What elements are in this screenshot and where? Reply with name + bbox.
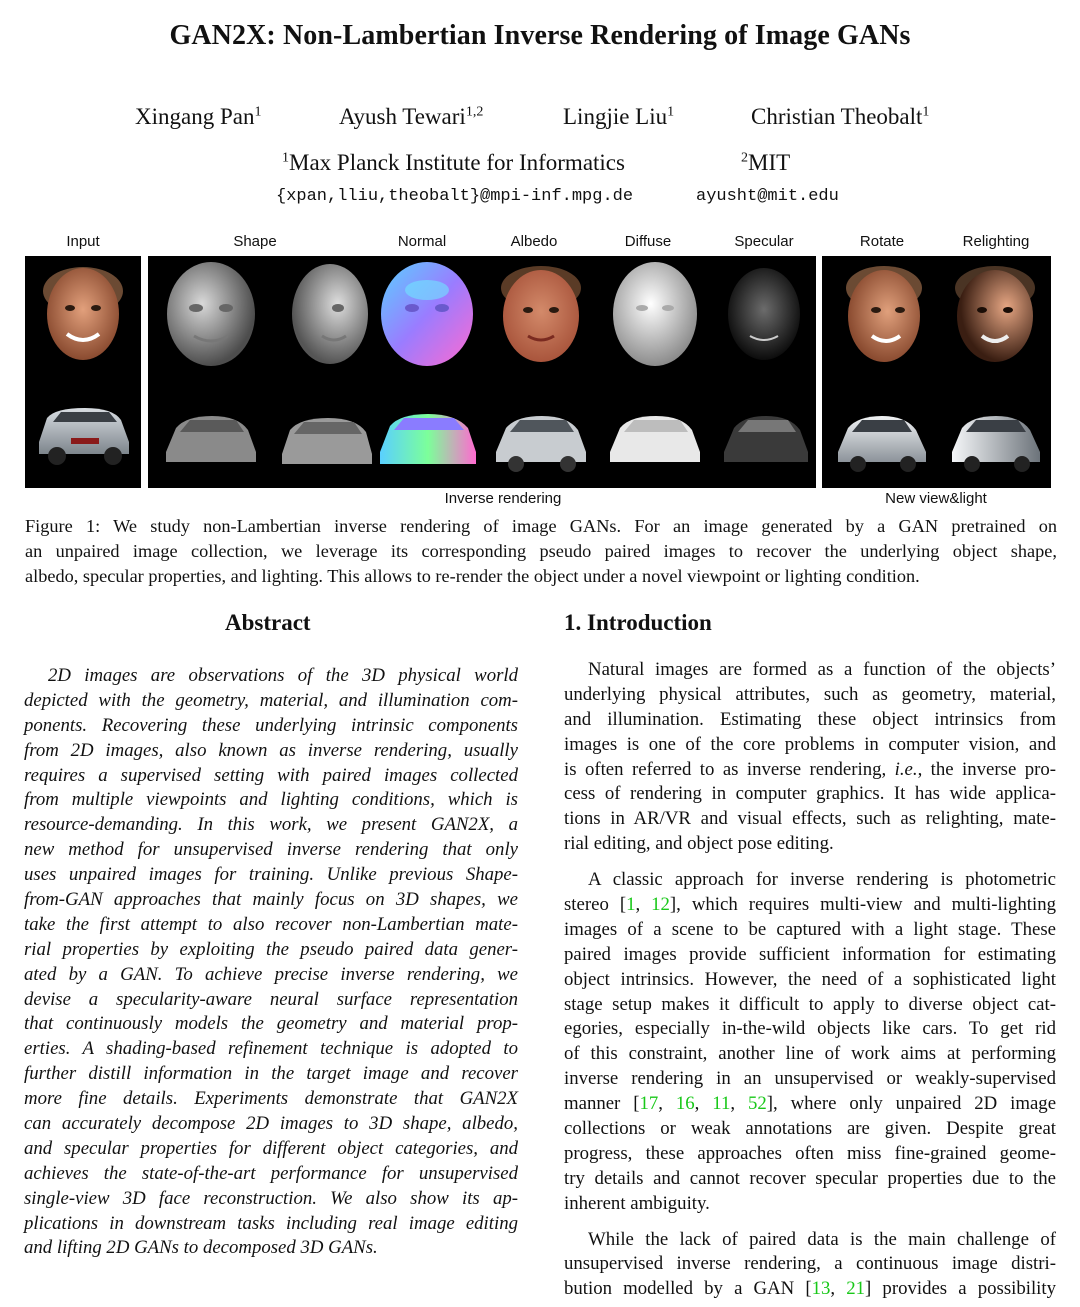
abstract-line: devise a specularity-aware neural surface representation <box>24 988 518 1010</box>
abstract-line: from-GAN approaches that mainly focus on 3D shapes, we <box>24 889 518 911</box>
column-label: Albedo <box>510 233 558 250</box>
abstract-line: plications in downstream tasks including real image editing <box>24 1212 518 1234</box>
affiliation: $^2$MIT <box>741 150 791 175</box>
intro-line: of this constraint, another line of work aims at performing <box>564 1043 1056 1065</box>
abstract-line: requires a supervised setting with paired images collected <box>24 764 518 786</box>
abstract-line: from 2D images, also known as inverse rendering, usually <box>24 739 518 761</box>
intro-line: bution modelled by a GAN [13, 21] provides a possibility <box>564 1278 1056 1300</box>
author: Xingang Pan$^1$ <box>135 104 262 129</box>
column-label: Relighting <box>962 233 1030 250</box>
intro-line: and illumination. Estimating these object intrinsics from <box>564 708 1056 730</box>
figure-panel-input <box>25 256 141 488</box>
affiliation: $^1$Max Planck Institute for Informatics <box>282 150 625 175</box>
abstract-line: can accurately decompose 2D images to 3D shape, albedo, <box>24 1113 518 1135</box>
abstract-heading: Abstract <box>225 610 311 635</box>
group-label-inverse-rendering: Inverse rendering <box>444 490 562 507</box>
intro-line: inherent ambiguity. <box>564 1192 710 1214</box>
intro-line: unsupervised inverse rendering, a continuous image distri- <box>564 1253 1056 1275</box>
column-label: Input <box>66 233 100 250</box>
car-relighting-image <box>940 374 1050 486</box>
face-diffuse-image <box>600 256 710 368</box>
introduction-body <box>564 658 1056 1302</box>
face-relighting-image <box>940 256 1050 368</box>
abstract-line: 2D images are observations of the 3D physical world <box>48 665 518 686</box>
intro-line: stereo [1, 12], which requires multi-view and multi-lighting <box>564 894 1056 916</box>
group-label-new-view-light: New view&light <box>885 490 987 507</box>
face-specular-image <box>714 256 814 368</box>
intro-line: rial editing, and object pose editing. <box>564 833 834 855</box>
abstract-line: more fine details. Experiments demonstrate that GAN2X <box>24 1088 518 1110</box>
caption-line: albedo, specular properties, and lighting. This allows to re-render the object under a novel viewpoint or lighting condition. <box>25 566 920 586</box>
abstract-line: ponents. Recovering these underlying intrinsic components <box>24 714 518 736</box>
caption-line: Figure 1: We study non-Lambertian inverse rendering of image GANs. For an image generated by a GAN pretrained on <box>25 516 1057 536</box>
intro-line: tions in AR/VR and visual effects, such as relighting, mate- <box>564 808 1056 830</box>
affiliations <box>0 150 1080 182</box>
car-shape-rotated-image <box>272 374 382 486</box>
car-specular-image <box>714 374 814 486</box>
figure-panel-inverse-rendering <box>148 256 816 488</box>
author-list <box>0 104 1080 136</box>
face-shape-rotated-image <box>272 256 382 368</box>
column-label: Rotate <box>859 233 905 250</box>
abstract-line: from multiple viewpoints and lighting conditions, which is <box>24 789 518 811</box>
column-label: Shape <box>233 233 277 250</box>
intro-line: paired images provide sufficient information for estimating <box>564 943 1056 965</box>
car-albedo-image <box>486 374 596 486</box>
column-label: Diffuse <box>624 233 672 250</box>
abstract-line: single-view 3D face reconstruction. We also show its ap- <box>24 1187 518 1209</box>
intro-line: egories, especially in-the-wild objects like cars. To get rid <box>564 1018 1056 1040</box>
face-normal-image <box>372 256 482 368</box>
column-label: Normal <box>397 233 447 250</box>
car-rotate-image <box>826 374 936 486</box>
abstract-line: resource-demanding. In this work, we present GAN2X, a <box>24 814 518 836</box>
figure-caption <box>25 514 1057 589</box>
author: Ayush Tewari$^{1,2}$ <box>339 104 484 129</box>
intro-line: object intrinsics. However, the need of a sophisticated light <box>564 968 1056 990</box>
email: {xpan,lliu,theobalt}@mpi-inf.mpg.de <box>276 187 634 206</box>
intro-line: underlying physical attributes, such as geometry, material, <box>564 683 1056 705</box>
intro-line: try details and cannot recover specular properties due to the <box>564 1167 1056 1189</box>
paper-title: GAN2X: Non-Lambertian Inverse Rendering of Image GANs <box>169 20 911 51</box>
figure-column-labels <box>0 233 1080 255</box>
abstract-line: ated by a GAN. To achieve precise inverse rendering, we <box>24 963 518 985</box>
face-shape-image <box>156 256 266 368</box>
intro-line: collections or weak annotations are given. Despite great <box>564 1118 1056 1140</box>
introduction-heading: 1. Introduction <box>564 610 712 635</box>
intro-line: images of a scene to be captured with a light stage. These <box>564 918 1056 940</box>
abstract-line: achieves the state-of-the-art performance for unsupervised <box>24 1162 518 1184</box>
car-diffuse-image <box>600 374 710 486</box>
caption-line: an unpaired image collection, we leverage its corresponding pseudo paired images to recover the underlying object shape, <box>25 541 1057 561</box>
abstract-line: rial properties by exploiting the pseudo paired data gener- <box>24 938 518 960</box>
author: Lingjie Liu$^1$ <box>563 104 675 129</box>
abstract-line: new method for unsupervised inverse rendering that only <box>24 839 518 861</box>
intro-line: While the lack of paired data is the main challenge of <box>588 1228 1056 1250</box>
intro-line: is often referred to as inverse rendering, i.e., the inverse pro- <box>564 758 1056 780</box>
abstract-line: further distill information in the target image and recover <box>24 1063 518 1085</box>
intro-line: cess of rendering in computer graphics. It has wide applica- <box>564 783 1056 805</box>
intro-line: manner [17, 16, 11, 52], where only unpaired 2D image <box>564 1093 1057 1115</box>
car-normal-image <box>372 374 482 486</box>
abstract-line: that continuously models the geometry and material prop- <box>24 1013 518 1035</box>
intro-line: Natural images are formed as a function of the objects’ <box>588 659 1056 680</box>
intro-line: inverse rendering in an unsupervised or weakly-supervised <box>564 1068 1056 1090</box>
abstract-body <box>24 664 518 1261</box>
car-shape-image <box>156 374 266 486</box>
abstract-line: depicted with the geometry, material, and illumination com- <box>24 689 518 711</box>
column-label: Specular <box>734 233 794 250</box>
face-albedo-image <box>486 256 596 368</box>
face-rotate-image <box>826 256 936 368</box>
abstract-line: take the first attempt to also recover non-Lambertian mate- <box>24 913 518 935</box>
abstract-line: and lifting 2D GANs to decomposed 3D GANs. <box>24 1237 378 1259</box>
abstract-line: and specular properties for different object categories, and <box>24 1137 518 1159</box>
car-input-image <box>25 372 141 488</box>
abstract-line: uses unpaired images for training. Unlike previous Shape- <box>24 864 518 886</box>
author: Christian Theobalt$^1$ <box>751 104 930 129</box>
face-input-image <box>25 256 141 368</box>
intro-line: progress, these approaches often miss fine-grained geome- <box>564 1142 1056 1164</box>
intro-line: stage setup makes it difficult to apply to diverse object cat- <box>564 993 1056 1015</box>
email: ayusht@mit.edu <box>696 187 839 206</box>
abstract-line: erties. A shading-based refinement technique is adopted to <box>24 1038 518 1060</box>
figure-panel-new-view-light <box>822 256 1051 488</box>
intro-line: images is one of the core problems in computer vision, and <box>564 733 1056 755</box>
intro-line: A classic approach for inverse rendering is photometric <box>588 869 1056 891</box>
